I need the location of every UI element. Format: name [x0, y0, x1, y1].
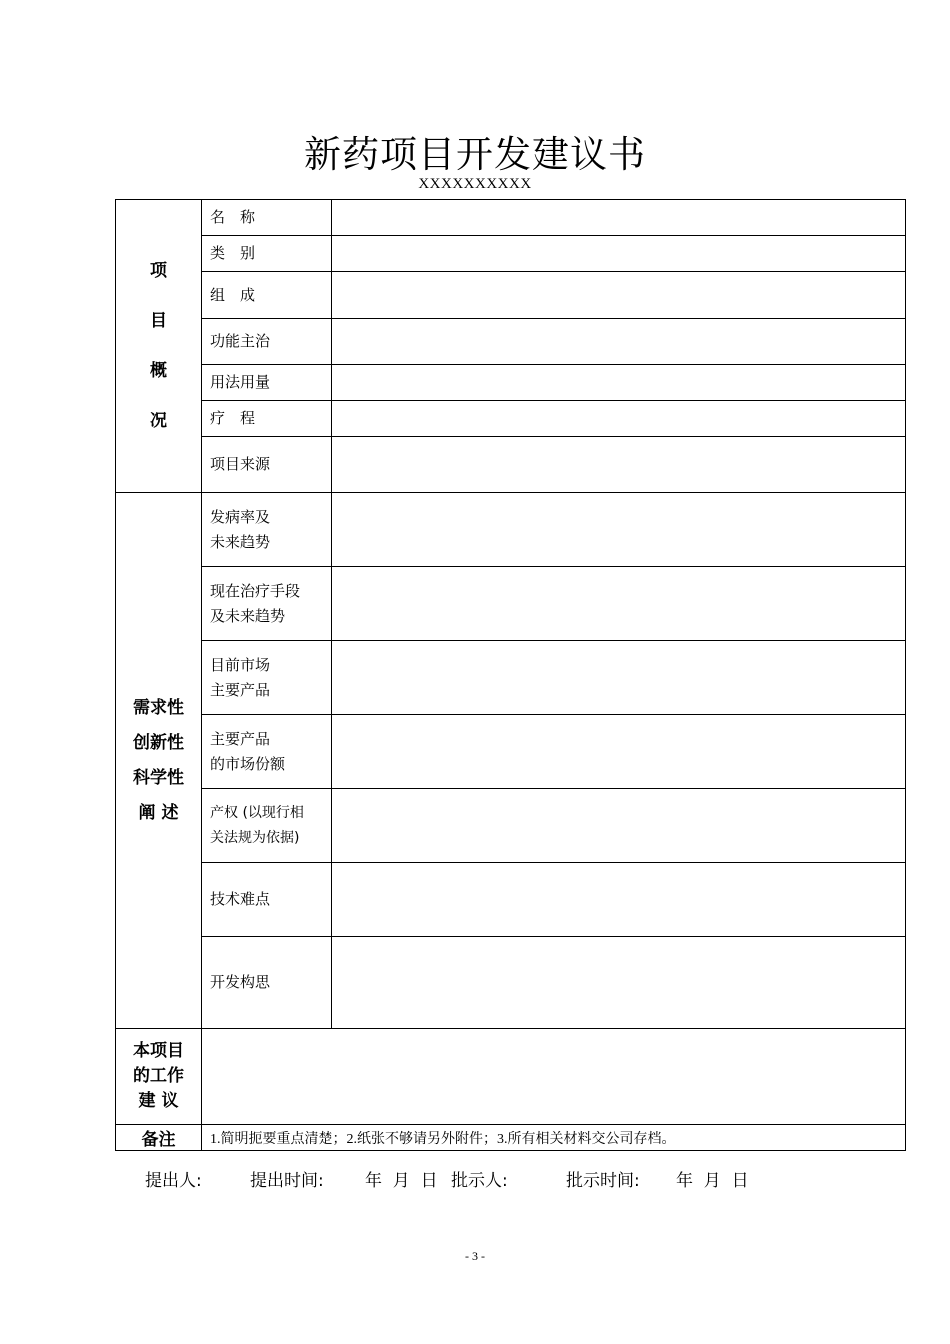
proposer-label: 提出人:: [145, 1171, 202, 1191]
field-label-technical-difficulty: 技术难点: [202, 863, 332, 937]
field-label-course: 疗 程: [202, 401, 332, 437]
form-row-ip-rights: [116, 789, 906, 863]
field-input-development-concept[interactable]: [332, 937, 906, 1029]
proposal-date: 年 月 日: [365, 1171, 438, 1191]
field-input-market-share[interactable]: [332, 715, 906, 789]
form-row-course: [116, 401, 906, 437]
section-rationale-heading: 需求性 创新性 科学性 阐 述: [116, 493, 202, 1029]
field-input-incidence[interactable]: [332, 493, 906, 567]
field-label-market-products: 目前市场 主要产品: [202, 641, 332, 715]
field-input-indications[interactable]: [332, 319, 906, 365]
form-row-work-suggestion: [116, 1029, 906, 1125]
field-label-composition: 组 成: [202, 272, 332, 319]
document-title: 新药项目开发建议书: [304, 133, 646, 176]
approval-date: 年 月 日: [676, 1171, 749, 1191]
section-suggestion-heading: 本项目 的工作 建 议: [116, 1029, 202, 1125]
section-overview-heading: 项 目 概 况: [116, 200, 202, 493]
field-input-ip-rights[interactable]: [332, 789, 906, 863]
field-label-category: 类 别: [202, 236, 332, 272]
field-input-name[interactable]: [332, 200, 906, 236]
form-row-dosage: [116, 365, 906, 401]
field-label-ip-rights: 产权 (以现行相 关法规为依据): [202, 789, 332, 863]
form-row-indications: [116, 319, 906, 365]
proposal-time-label: 提出时间:: [250, 1171, 324, 1191]
field-label-name: 名 称: [202, 200, 332, 236]
field-label-indications: 功能主治: [202, 319, 332, 365]
form-row-source: [116, 437, 906, 493]
approver-label: 批示人:: [451, 1171, 508, 1191]
form-row-development-concept: [116, 937, 906, 1029]
field-label-market-share: 主要产品 的市场份额: [202, 715, 332, 789]
field-label-development-concept: 开发构思: [202, 937, 332, 1029]
form-row-technical-difficulty: [116, 863, 906, 937]
form-row-composition: [116, 272, 906, 319]
field-input-composition[interactable]: [332, 272, 906, 319]
field-label-dosage: 用法用量: [202, 365, 332, 401]
remarks-text: 1.简明扼要重点清楚；2.纸张不够请另外附件；3.所有相关材料交公司存档。: [202, 1125, 906, 1151]
field-input-dosage[interactable]: [332, 365, 906, 401]
field-input-market-products[interactable]: [332, 641, 906, 715]
form-row-category: [116, 236, 906, 272]
form-row-incidence: [116, 493, 906, 567]
field-label-current-treatment: 现在治疗手段 及未来趋势: [202, 567, 332, 641]
field-input-work-suggestion[interactable]: [202, 1029, 906, 1125]
proposal-form-table: [115, 199, 906, 1151]
page-number: - 3 -: [465, 1249, 485, 1263]
field-input-current-treatment[interactable]: [332, 567, 906, 641]
form-row-market-products: [116, 641, 906, 715]
remarks-heading: 备注: [116, 1125, 202, 1151]
field-input-category[interactable]: [332, 236, 906, 272]
approval-time-label: 批示时间:: [566, 1171, 640, 1191]
field-input-course[interactable]: [332, 401, 906, 437]
form-row-current-treatment: [116, 567, 906, 641]
document-subtitle: XXXXXXXXXX: [418, 176, 532, 192]
form-row-name: [116, 200, 906, 236]
form-row-remarks: [116, 1125, 906, 1151]
field-input-technical-difficulty[interactable]: [332, 863, 906, 937]
field-label-source: 项目来源: [202, 437, 332, 493]
field-label-incidence: 发病率及 未来趋势: [202, 493, 332, 567]
field-input-source[interactable]: [332, 437, 906, 493]
form-row-market-share: [116, 715, 906, 789]
